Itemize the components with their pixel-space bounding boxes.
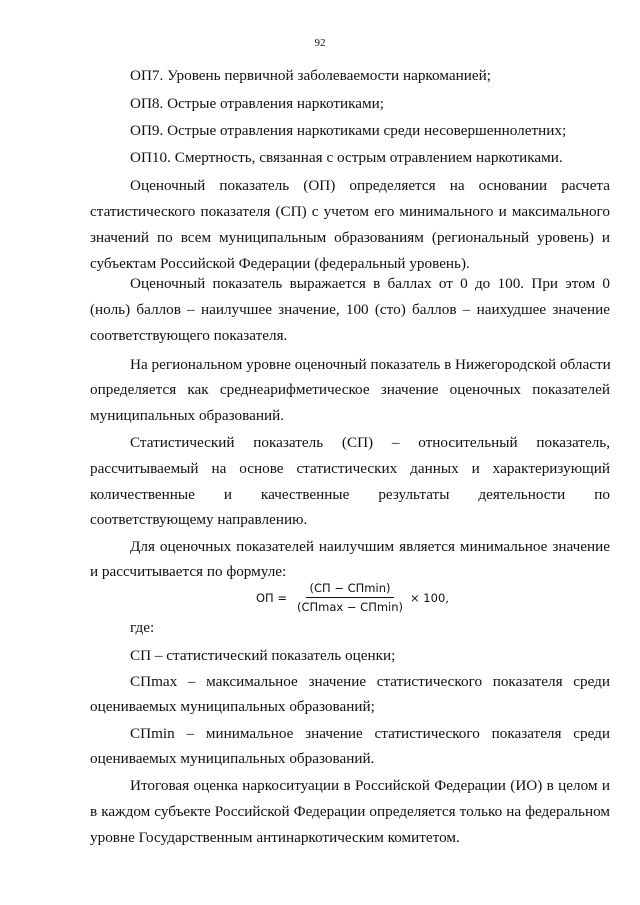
definition-spmax-line-2: оцениваемых муниципальных образований; <box>90 698 375 715</box>
formula <box>256 581 449 614</box>
text-line-op8: ОП8. Острые отравления наркотиками; <box>130 95 384 112</box>
paragraph-2-line-3: соответствующего показателя. <box>90 327 288 344</box>
definition-spmin-line-1: СПmin – минимальное значение статистического показателя среди <box>130 725 610 742</box>
paragraph-4-line-3: количественные и качественные результаты деятельности по <box>90 486 610 503</box>
paragraph-3-line-2: определяется как среднеарифметическое значение оценочных показателей <box>90 381 610 398</box>
definition-sp: СП – статистический показатель оценки; <box>130 647 396 664</box>
paragraph-6-line-1: Итоговая оценка наркоситуации в Российской Федерации (ИО) в целом и <box>130 777 610 794</box>
text-line-op10: ОП10. Смертность, связанная с острым отравлением наркотиками. <box>130 149 563 166</box>
where-label: где: <box>130 619 155 636</box>
paragraph-4-line-2: рассчитываемый на основе статистических данных и характеризующий <box>90 460 610 477</box>
formula-denominator: (СПmax − СПmin) <box>297 600 404 614</box>
paragraph-5-line-1: Для оценочных показателей наилучшим является минимальное значение <box>130 538 610 555</box>
formula-lhs: ОП = <box>256 590 287 605</box>
definition-spmax-line-1: СПmax – максимальное значение статистического показателя среди <box>130 673 610 690</box>
paragraph-1-line-3: значений по всем муниципальным образованиям (региональный уровень) и <box>90 229 610 246</box>
paragraph-6-line-2: в каждом субъекте Российской Федерации определяется только на федеральном <box>90 803 610 820</box>
paragraph-6-line-3: уровне Государственным антинаркотическим комитетом. <box>90 829 460 846</box>
formula-rhs: × 100, <box>410 590 449 605</box>
formula-fraction <box>293 581 407 614</box>
paragraph-2-line-1: Оценочный показатель выражается в баллах от 0 до 100. При этом 0 <box>130 275 610 292</box>
paragraph-3-line-1: На региональном уровне оценочный показатель в Нижегородской области <box>130 356 611 373</box>
formula-numerator: (СП − СПmin) <box>306 581 395 598</box>
paragraph-2-line-2: (ноль) баллов – наилучшее значение, 100 (сто) баллов – наихудшее значение <box>90 301 610 318</box>
paragraph-1-line-1: Оценочный показатель (ОП) определяется на основании расчета <box>130 177 610 194</box>
text-line-op9: ОП9. Острые отравления наркотиками среди несовершеннолетних; <box>130 122 567 139</box>
paragraph-4-line-1: Статистический показатель (СП) – относительный показатель, <box>130 434 610 451</box>
paragraph-5-line-2: и рассчитывается по формуле: <box>90 563 287 580</box>
paragraph-4-line-4: соответствующему направлению. <box>90 511 308 528</box>
paragraph-3-line-3: муниципальных образований. <box>90 407 284 424</box>
paragraph-1-line-4: субъектам Российской Федерации (федеральный уровень). <box>90 255 470 272</box>
definition-spmin-line-2: оцениваемых муниципальных образований. <box>90 750 375 767</box>
paragraph-1-line-2: статистического показателя (СП) с учетом его минимального и максимального <box>90 203 610 220</box>
text-line-op7: ОП7. Уровень первичной заболеваемости наркоманией; <box>130 67 491 84</box>
page-number: 92 <box>314 37 326 49</box>
